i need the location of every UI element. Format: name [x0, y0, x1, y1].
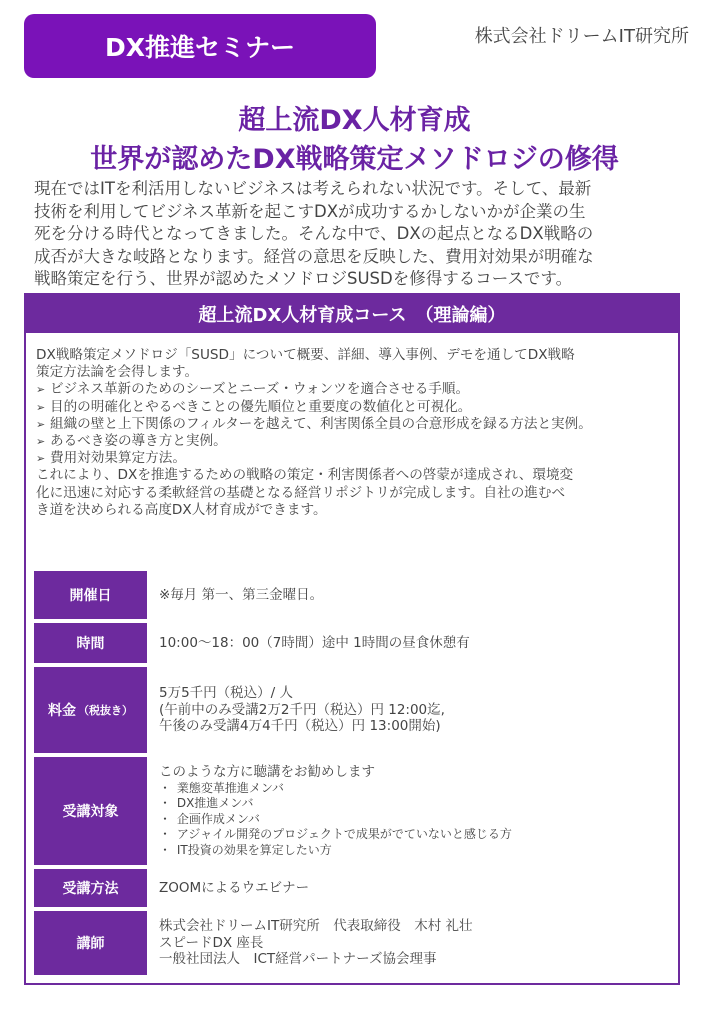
fee-line: 5万5千円（税込）/ 人	[159, 685, 294, 702]
target-item: ・ 企画作成メンバ	[159, 811, 260, 826]
method-value: ZOOMによるウエビナー	[159, 879, 310, 896]
row-label-lecturer: 講師	[34, 911, 147, 975]
row-target	[34, 757, 674, 865]
intro-line: 成否が大きな岐路となります。経営の意思を反映した、費用対効果が明確な	[34, 246, 594, 266]
fee-label-note: （税抜き）	[78, 704, 133, 717]
row-fee	[34, 667, 674, 753]
row-label-time: 時間	[34, 623, 147, 663]
row-time	[34, 623, 674, 663]
intro-line: 死を分ける時代となってきました。そんな中で、DXの起点となるDX戦略の	[34, 224, 594, 243]
course-bullet: ➢ あるべき姿の導き方と実例。	[36, 433, 670, 450]
row-value-time	[159, 623, 674, 663]
row-method	[34, 869, 674, 907]
row-value-date	[159, 571, 674, 619]
intro-paragraph	[34, 178, 679, 291]
target-item: ・ 業態変革推進メンバ	[159, 780, 284, 795]
row-value-target	[159, 757, 674, 865]
time-value: 10:00～18：00（7時間）途中 1時間の昼食休憩有	[159, 634, 470, 651]
page-subtitle: 世界が認めたDX戦略策定メソドロジの修得	[90, 144, 619, 175]
intro-line: 技術を利用してビジネス革新を起こすDXが成功するかしないかが企業の生	[34, 201, 586, 221]
lecturer-line: 株式会社ドリームIT研究所 代表取締役 木村 礼壮	[159, 918, 473, 935]
page-title: 超上流DX人材育成	[238, 105, 471, 136]
course-header: 超上流DX人材育成コース （理論編）	[26, 295, 678, 333]
course-bullet: ➢ 費用対効果算定方法。	[36, 450, 670, 467]
row-value-lecturer	[159, 911, 674, 975]
lecturer-line: スピードDX 座長	[159, 934, 264, 951]
target-lead: このような方に聴講をお勧めします	[159, 764, 375, 780]
row-label-target: 受講対象	[34, 757, 147, 865]
row-label-method: 受講方法	[34, 869, 147, 907]
course-bullet-list	[36, 381, 670, 467]
fee-label: 料金	[48, 703, 76, 719]
course-box	[24, 293, 680, 985]
row-value-method	[159, 869, 674, 907]
intro-line: 戦略策定を行う、世界が認めたメソドロジSUSDを修得するコースです。	[34, 269, 573, 288]
conclusion-line: き道を決められる高度DX人材育成ができます。	[36, 501, 327, 518]
desc-line: 策定方法論を会得します。	[36, 364, 199, 381]
course-description	[36, 347, 670, 519]
fee-line: 午後のみ受講4万4千円（税込）円 13:00開始)	[159, 718, 441, 735]
fee-line: (午前中のみ受講2万2千円（税込）円 12:00迄,	[159, 701, 445, 718]
target-item: ・ IT投資の効果を算定したい方	[159, 842, 332, 857]
conclusion-line: これにより、DXを推進するための戦略の策定・利害関係者への啓蒙が達成され、環境変	[36, 467, 574, 484]
seminar-badge: DX推進セミナー	[24, 14, 376, 78]
course-bullet: ➢ 組織の壁と上下関係のフィルターを越えて、利害関係全員の合意形成を録る方法と実例。	[36, 416, 670, 433]
desc-line: DX戦略策定メソドロジ「SUSD」について概要、詳細、導入事例、デモを通してDX戦略	[36, 347, 575, 363]
row-label-date: 開催日	[34, 571, 147, 619]
row-label-fee	[34, 667, 147, 753]
company-name: 株式会社ドリームIT研究所	[474, 26, 689, 47]
course-bullet: ➢ ビジネス革新のためのシーズとニーズ・ウォンツを適合させる手順。	[36, 381, 670, 398]
target-item: ・ DX推進メンバ	[159, 796, 254, 810]
course-bullet: ➢ 目的の明確化とやるべきことの優先順位と重要度の数値化と可視化。	[36, 399, 670, 416]
row-value-fee	[159, 667, 674, 753]
target-item: ・ アジャイル開発のプロジェクトで成果がでていないと感じる方	[159, 827, 512, 841]
lecturer-line: 一般社団法人 ICT経営パートナーズ協会理事	[159, 951, 437, 968]
row-date	[34, 571, 674, 619]
intro-line: 現在ではITを利活用しないビジネスは考えられない状況です。そして、最新	[34, 179, 592, 198]
date-value: ※毎月 第一、第三金曜日。	[159, 586, 324, 603]
row-lecturer	[34, 911, 674, 975]
conclusion-line: 化に迅速に対応する柔軟経営の基礎となる経営リポジトリが完成します。自社の進むべ	[36, 484, 566, 501]
